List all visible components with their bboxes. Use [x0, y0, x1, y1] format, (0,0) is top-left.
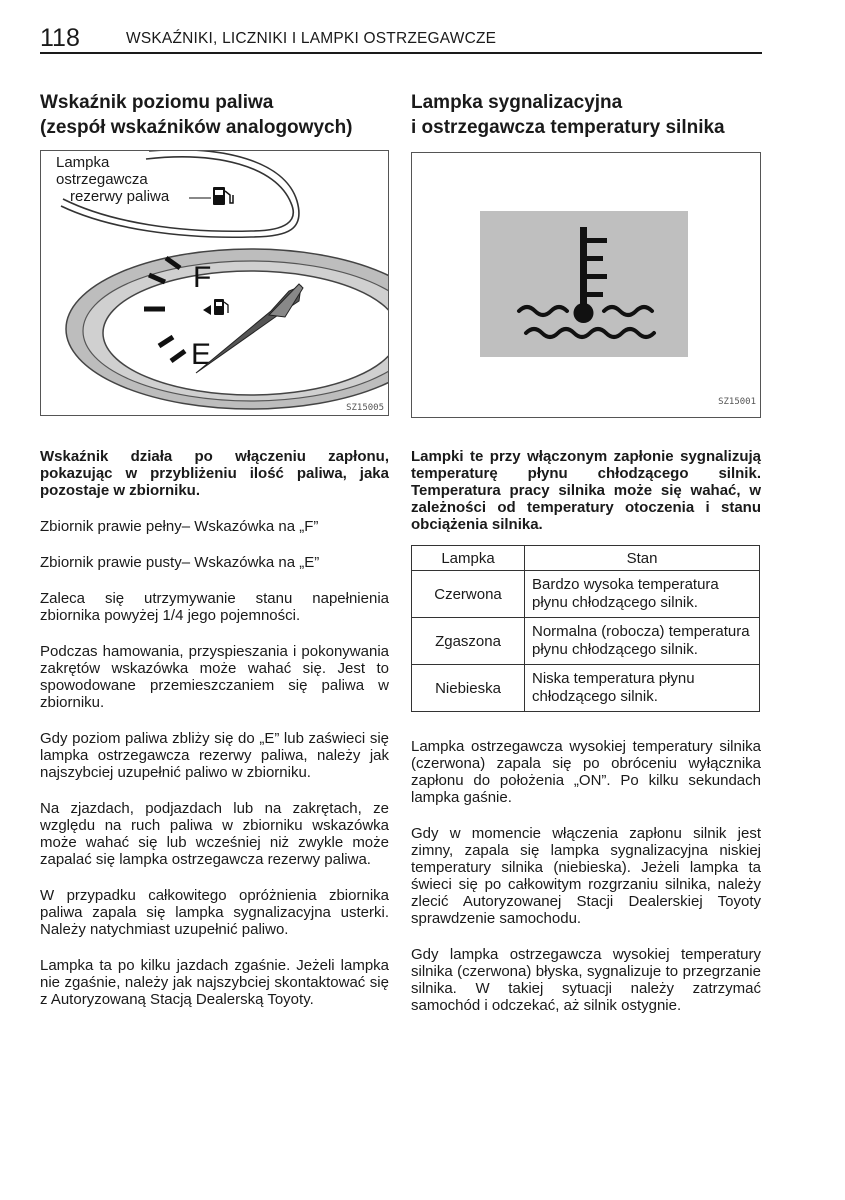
running-title: WSKAŹNIKI, LICZNIKI I LAMPKI OSTRZEGAWCZE	[126, 30, 497, 47]
fuel-pump-icon	[213, 187, 233, 205]
table-row	[412, 571, 760, 618]
body-paragraph: Gdy w momencie włączenia zapłonu silnik jest zimny, zapala się lampka sygnalizacyjna niskiej temperatury silnika (niebieska). Jeżeli lampka ta świeci się po całkowitym rozgrzaniu silnika, należy zlecić Autoryzowanej Stacji Dealerskiej Toyoty sprawdzenie samochodu.	[411, 825, 761, 927]
engine-temperature-section	[411, 90, 761, 1014]
body-paragraph: Zbiornik prawie pusty– Wskazówka na „E”	[40, 554, 320, 571]
figure-code: SZ15001	[718, 397, 756, 407]
table-header-row	[412, 546, 760, 571]
body-paragraph: Gdy poziom paliwa zbliży się do „E” lub zaświeci się lampka ostrzegawcza rezerwy paliwa, należy jak najszybciej uzupełnić paliwo w zbiorniku.	[40, 730, 389, 781]
body-paragraph: Zaleca się utrzymywanie stanu napełnienia zbiornika powyżej 1/4 jego pojemności.	[40, 590, 389, 624]
column-header-lamp: Lampka	[412, 546, 525, 571]
lamp-state-table	[411, 545, 760, 712]
body-paragraph: Na zjazdach, podjazdach lub na zakrętach, ze względu na ruch paliwa w zbiorniku wskazówka może wahać się lub wcześniej niż zwykle może zapalać się lampka ostrzegawcza rezerwy paliwa.	[40, 800, 389, 868]
lamp-state-cell: Niska temperatura płynu chłodzącego silnik.	[525, 665, 760, 712]
lead-paragraph: Lampki te przy włączonym zapłonie sygnalizują temperaturę płynu chłodzącego silnik. Temperatura pracy silnika może się wahać, w zależności od temperatury otoczenia i stanu obciążenia silnika.	[411, 448, 761, 533]
lamp-color-cell: Zgaszona	[412, 618, 525, 665]
lamp-color-cell: Niebieska	[412, 665, 525, 712]
page-number: 118	[40, 24, 80, 52]
body-paragraph: Lampka ostrzegawcza wysokiej temperatury silnika (czerwona) zapala się po obróceniu wyłącznika zapłonu do położenia „ON”. Po kilku sekundach lampka gaśnie.	[411, 738, 761, 806]
table-row	[412, 665, 760, 712]
coolant-temperature-figure	[411, 152, 761, 418]
gauge-empty-label: E	[191, 338, 212, 371]
body-paragraph: Gdy lampka ostrzegawcza wysokiej temperatury silnika (czerwona) błyska, sygnalizuje to przegrzanie silnika. W takiej sytuacji należy zatrzymać samochód i odczekać, aż silnik ostygnie.	[411, 946, 761, 1014]
lamp-state-cell: Normalna (robocza) temperatura płynu chłodzącego silnik.	[525, 618, 760, 665]
section-title: Lampka sygnalizacyjna i ostrzegawcza temperatury silnika	[411, 92, 725, 138]
lamp-color-cell: Czerwona	[412, 571, 525, 618]
page-header	[40, 24, 762, 54]
body-paragraph: Lampka ta po kilku jazdach zgaśnie. Jeżeli lampka nie zgaśnie, należy jak najszybciej skontaktować się z Autoryzowaną Stacją Dealerską Toyoty.	[40, 957, 389, 1008]
figure-code: SZ15005	[346, 403, 384, 413]
lead-paragraph: Wskaźnik działa po włączeniu zapłonu, pokazując w przybliżeniu ilość paliwa, jaka pozostaje w zbiorniku.	[40, 448, 389, 499]
table-row	[412, 618, 760, 665]
fuel-reserve-lamp-label: Lampka ostrzegawcza rezerwy paliwa	[56, 154, 170, 205]
body-paragraph: Zbiornik prawie pełny– Wskazówka na „F”	[40, 518, 319, 535]
section-title: Wskaźnik poziomu paliwa (zespół wskaźników analogowych)	[40, 92, 353, 138]
fuel-gauge-figure	[40, 150, 389, 416]
gauge-full-label: F	[193, 261, 212, 294]
body-paragraph: W przypadku całkowitego opróżnienia zbiornika paliwa zapala się lampka sygnalizacyjna usterki. Należy natychmiast uzupełnić paliwo.	[40, 887, 389, 938]
fuel-gauge-section	[40, 90, 389, 1008]
lamp-state-cell: Bardzo wysoka temperatura płynu chłodzącego silnik.	[525, 571, 760, 618]
column-header-state: Stan	[525, 546, 760, 571]
coolant-temperature-icon	[412, 153, 760, 415]
body-paragraph: Podczas hamowania, przyspieszania i pokonywania zakrętów wskazówka może wahać się. Jest to spowodowane przemieszczaniem się paliwa w zbiorniku.	[40, 643, 389, 711]
